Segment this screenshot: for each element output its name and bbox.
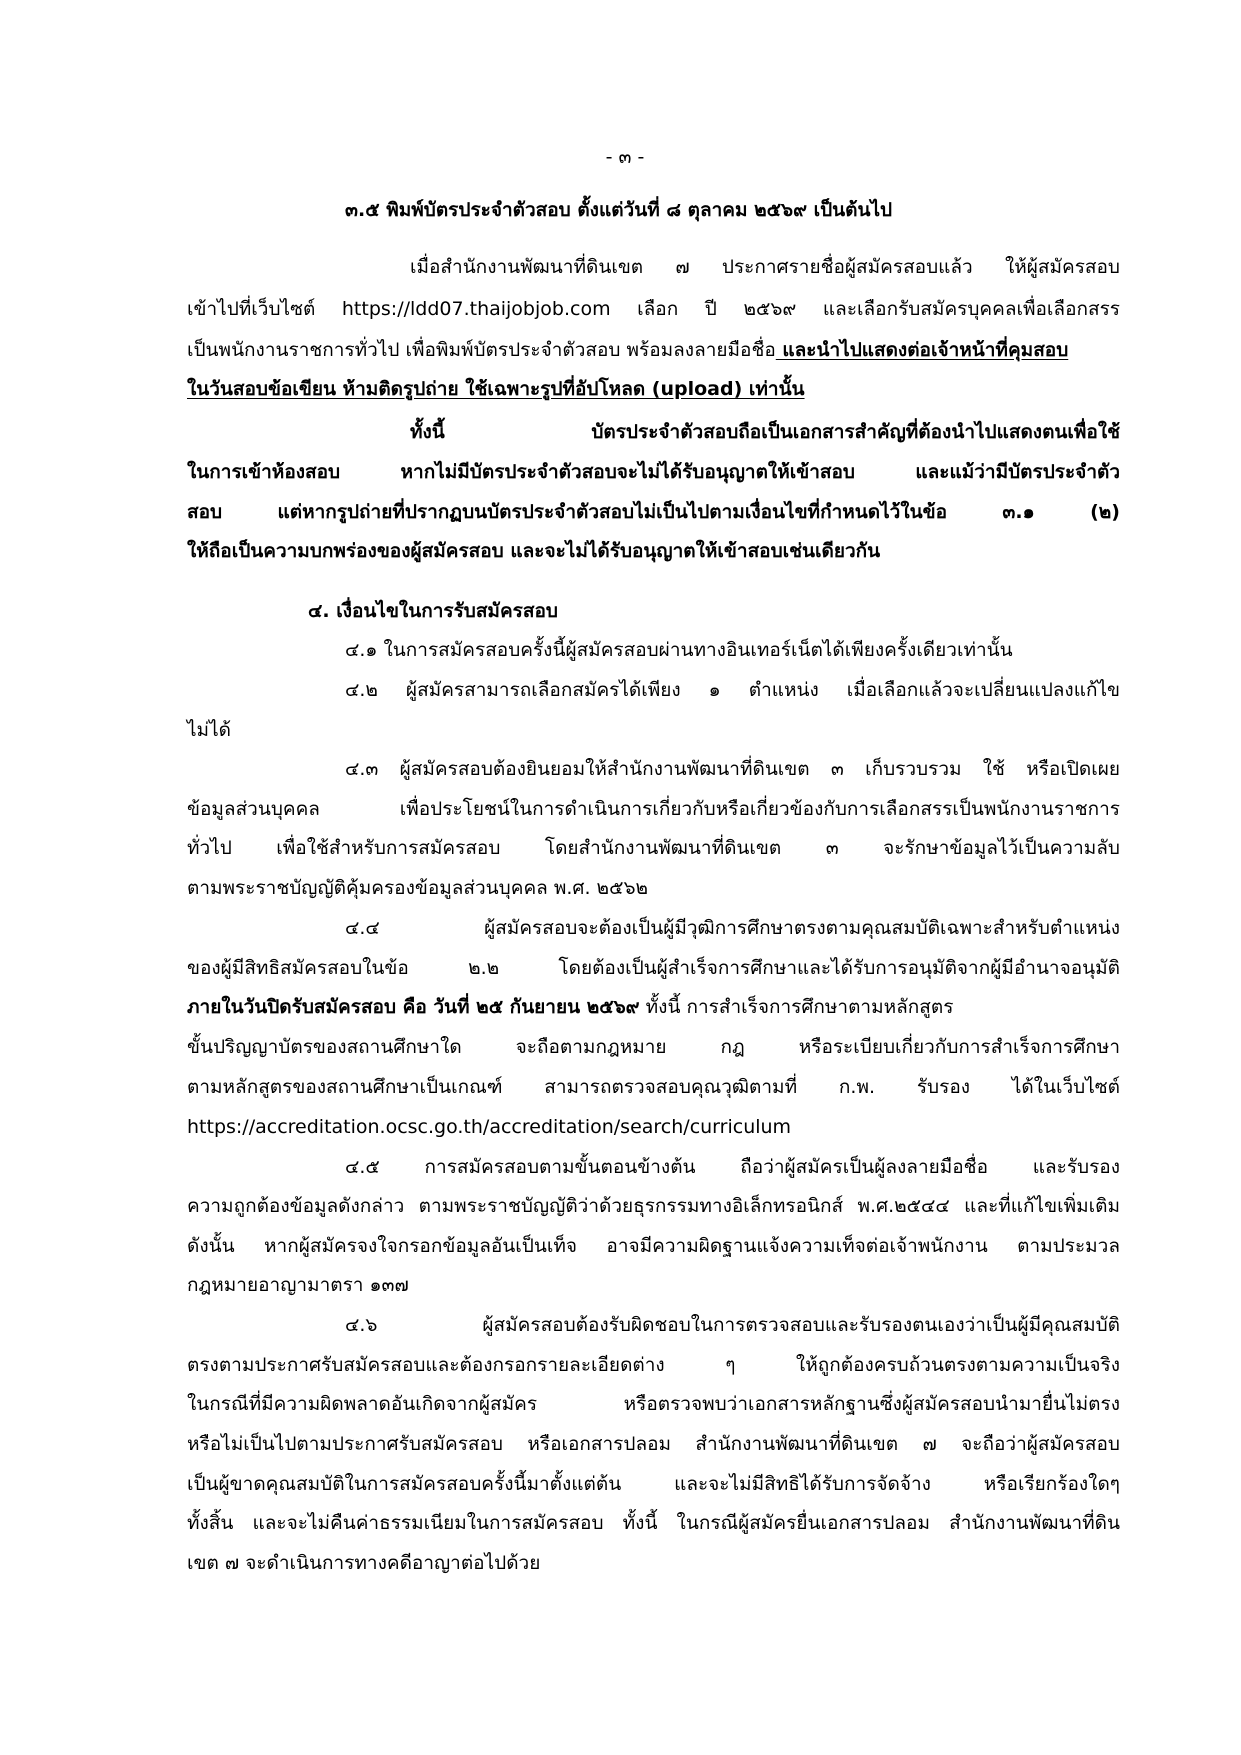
section-4-5-line4: กฎหมายอาญามาตรา ๑๓๗ — [187, 1274, 409, 1296]
section-4-4-line5: ตามหลักสูตรของสถานศึกษาเป็นเกณฑ์ สามารถตรวจสอบคุณวุฒิตามที่ ก.พ. รับรอง ได้ในเว็บไซต์ — [187, 1076, 1120, 1098]
section-4-2-line1: ๔.๒ ผู้สมัครสามารถเลือกสมัครได้เพียง ๑ ตำแหน่ง เมื่อเลือกแล้วจะเปลี่ยนแปลงแก้ไข — [345, 679, 1120, 701]
section-4-4-line1: ๔.๔ ผู้สมัครสอบจะต้องเป็นผู้มีวุฒิการศึกษาตรงตามคุณสมบัติเฉพาะสำหรับตำแหน่ง — [345, 917, 1120, 939]
section-4-4-line3-b: วันปิดรับสมัครสอบ คือ วันที่ ๒๕ กันยายน ๒๕๖๙ — [243, 996, 640, 1018]
section-4-4-url: https://accreditation.ocsc.go.th/accreditation/search/curriculum — [187, 1116, 792, 1138]
section-4-heading: ๔. เงื่อนไขในการรับสมัครสอบ — [308, 600, 558, 622]
section-4-4-line4: ขั้นปริญญาบัตรของสถานศึกษาใด จะถือตามกฎหมาย กฎ หรือระเบียบเกี่ยวกับการสำเร็จการศึกษา — [187, 1036, 1120, 1058]
section-3-5-p1-line1: เมื่อสำนักงานพัฒนาที่ดินเขต ๗ ประกาศรายชื่อผู้สมัครสอบแล้ว ให้ผู้สมัครสอบ — [410, 256, 1120, 278]
section-3-5-p2-line4: ให้ถือเป็นความบกพร่องของผู้สมัครสอบ และจะไม่ได้รับอนุญาตให้เข้าสอบเช่นเดียวกัน — [187, 540, 881, 562]
section-4-5-line2: ความถูกต้องข้อมูลดังกล่าว ตามพระราชบัญญัติว่าด้วยธุรกรรมทางอิเล็กทรอนิกส์ พ.ศ.๒๕๔๔ และที่แก้ไขเพิ่มเติม — [187, 1195, 1120, 1217]
section-4-3-line1: ๔.๓ ผู้สมัครสอบต้องยินยอมให้สำนักงานพัฒนาที่ดินเขต ๓ เก็บรวบรวม ใช้ หรือเปิดเผย — [345, 758, 1120, 780]
section-3-5-p2-line3: สอบ แต่หากรูปถ่ายที่ปรากฏบนบัตรประจำตัวสอบไม่เป็นไปตามเงื่อนไขที่กำหนดไว้ในข้อ ๓.๑ (๒) — [187, 501, 1120, 523]
section-3-5-p2-line2: ในการเข้าห้องสอบ หากไม่มีบัตรประจำตัวสอบจะไม่ได้รับอนุญาตให้เข้าสอบ และแม้ว่ามีบัตรประจำตัว — [187, 461, 1120, 483]
section-3-5-p1-line4: ในวันสอบข้อเขียน ห้ามติดรูปถ่าย ใช้เฉพาะรูปที่อัปโหลด (upload) เท่านั้น — [187, 378, 805, 400]
section-4-2-line2: ไม่ได้ — [187, 719, 231, 741]
section-4-5-line3: ดังนั้น หากผู้สมัครจงใจกรอกข้อมูลอันเป็นเท็จ อาจมีความผิดฐานแจ้งความเท็จต่อเจ้าพนักงาน ตามประมวล — [187, 1235, 1120, 1257]
section-4-3-line4: ตามพระราชบัญญัติคุ้มครองข้อมูลส่วนบุคคล พ.ศ. ๒๕๖๒ — [187, 877, 649, 899]
section-3-5-p1-line2: เข้าไปที่เว็บไซต์ https://ldd07.thaijobjob.com เลือก ปี ๒๕๖๙ และเลือกรับสมัครบุคคลเพื่อเลือกสรร — [187, 298, 1120, 320]
section-4-5-line1: ๔.๕ การสมัครสอบตามขั้นตอนข้างต้น ถือว่าผู้สมัครเป็นผู้ลงลายมือชื่อ และรับรอง — [345, 1156, 1120, 1178]
section-4-6-line3: ในกรณีที่มีความผิดพลาดอันเกิดจากผู้สมัคร หรือตรวจพบว่าเอกสารหลักฐานซึ่งผู้สมัครสอบนำมายื่นไม่ตรง — [187, 1393, 1120, 1415]
section-4-4-line2: ของผู้มีสิทธิสมัครสอบในข้อ ๒.๒ โดยต้องเป็นผู้สำเร็จการศึกษาและได้รับการอนุมัติจากผู้มีอำนาจอนุมัติ — [187, 957, 1120, 979]
section-4-4-line3-a: ภายใน — [187, 996, 244, 1018]
section-3-5-p2-line1: ทั้งนี้ บัตรประจำตัวสอบถือเป็นเอกสารสำคัญที่ต้องนำไปแสดงตนเพื่อใช้ — [410, 421, 1120, 443]
section-4-4-line3 — [187, 990, 1120, 1024]
section-4-3-line2: ข้อมูลส่วนบุคคล เพื่อประโยชน์ในการดำเนินการเกี่ยวกับหรือเกี่ยวข้องกับการเลือกสรรเป็นพนักงานราชการ — [187, 798, 1120, 820]
section-4-6-line5: เป็นผู้ขาดคุณสมบัติในการสมัครสอบครั้งนี้มาตั้งแต่ต้น และจะไม่มีสิทธิได้รับการจัดจ้าง หรือเรียกร้องใดๆ — [187, 1473, 1120, 1495]
section-4-1: ๔.๑ ในการสมัครสอบครั้งนี้ผู้สมัครสอบผ่านทางอินเทอร์เน็ตได้เพียงครั้งเดียวเท่านั้น — [345, 639, 1013, 661]
section-4-6-line1: ๔.๖ ผู้สมัครสอบต้องรับผิดชอบในการตรวจสอบและรับรองตนเองว่าเป็นผู้มีคุณสมบัติ — [345, 1314, 1120, 1336]
section-4-6-line6: ทั้งสิ้น และจะไม่คืนค่าธรรมเนียมในการสมัครสอบ ทั้งนี้ ในกรณีผู้สมัครยื่นเอกสารปลอม สำนักงานพัฒนาที่ดิน — [187, 1512, 1120, 1534]
section-4-6-line2: ตรงตามประกาศรับสมัครสอบและต้องกรอกรายละเอียดต่าง ๆ ให้ถูกต้องครบถ้วนตรงตามความเป็นจริง — [187, 1354, 1120, 1376]
page-number: - ๓ - — [605, 146, 645, 168]
section-3-5-heading: ๓.๕ พิมพ์บัตรประจำตัวสอบ ตั้งแต่วันที่ ๘ ตุลาคม ๒๕๖๙ เป็นต้นไป — [345, 199, 893, 221]
section-4-6-line4: หรือไม่เป็นไปตามประกาศรับสมัครสอบ หรือเอกสารปลอม สำนักงานพัฒนาที่ดินเขต ๗ จะถือว่าผู้สมัครสอบ — [187, 1433, 1120, 1455]
section-4-3-line3: ทั่วไป เพื่อใช้สำหรับการสมัครสอบ โดยสำนักงานพัฒนาที่ดินเขต ๓ จะรักษาข้อมูลไว้เป็นความลับ — [187, 837, 1120, 859]
section-3-5-p1-line3-normal: เป็นพนักงานราชการทั่วไป เพื่อพิมพ์บัตรประจำตัวสอบ พร้อมลงลายมือชื่อ — [187, 339, 776, 361]
section-4-6-line7: เขต ๗ จะดำเนินการทางคดีอาญาต่อไปด้วย — [187, 1552, 541, 1574]
section-3-5-p1-line3 — [187, 333, 1120, 367]
section-4-4-line3-c: ทั้งนี้ การสำเร็จการศึกษาตามหลักสูตร — [639, 996, 954, 1018]
section-3-5-p1-line3-bold: และนำไปแสดงต่อเจ้าหน้าที่คุมสอบ — [775, 339, 1069, 361]
